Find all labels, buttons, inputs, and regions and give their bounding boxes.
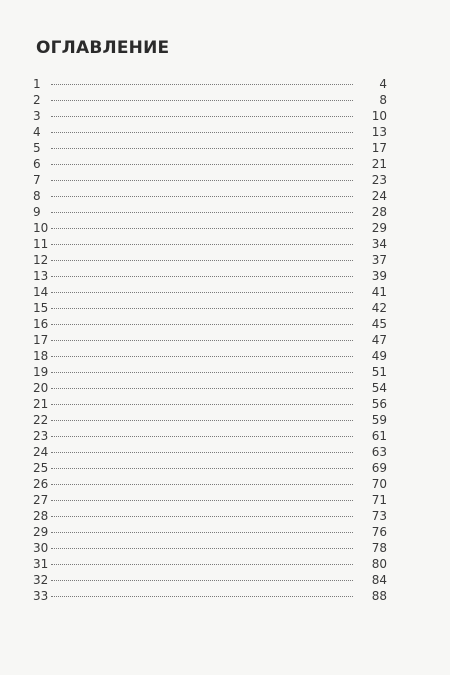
toc-chapter-number: 24 <box>33 445 49 459</box>
toc-entry <box>33 508 387 524</box>
toc-entry <box>33 252 387 268</box>
toc-page-number: 61 <box>371 429 387 443</box>
toc-chapter-number: 14 <box>33 285 49 299</box>
toc-dot-leader <box>51 132 353 133</box>
toc-dot-leader <box>51 260 353 261</box>
toc-chapter-number: 26 <box>33 477 49 491</box>
toc-chapter-number: 4 <box>33 125 41 139</box>
toc-chapter-number: 15 <box>33 301 49 315</box>
toc-page-number: 78 <box>371 541 387 555</box>
toc-dot-leader <box>51 196 353 197</box>
toc-dot-leader <box>51 324 353 325</box>
toc-dot-leader <box>51 580 353 581</box>
toc-entry <box>33 380 387 396</box>
toc-dot-leader <box>51 148 353 149</box>
toc-dot-leader <box>51 244 353 245</box>
toc-entry <box>33 412 387 428</box>
toc-chapter-number: 2 <box>33 93 41 107</box>
toc-entry <box>33 92 387 108</box>
table-of-contents <box>33 76 387 604</box>
toc-chapter-number: 7 <box>33 173 41 187</box>
toc-dot-leader <box>51 292 353 293</box>
toc-chapter-number: 22 <box>33 413 49 427</box>
toc-chapter-number: 33 <box>33 589 49 603</box>
toc-page-number: 56 <box>371 397 387 411</box>
toc-entry <box>33 492 387 508</box>
toc-entry <box>33 156 387 172</box>
toc-chapter-number: 6 <box>33 157 41 171</box>
toc-entry <box>33 364 387 380</box>
toc-page-number: 80 <box>371 557 387 571</box>
toc-chapter-number: 23 <box>33 429 49 443</box>
toc-chapter-number: 16 <box>33 317 49 331</box>
toc-page-number: 8 <box>379 93 387 107</box>
toc-entry <box>33 284 387 300</box>
toc-page-number: 54 <box>371 381 387 395</box>
toc-entry <box>33 76 387 92</box>
toc-entry <box>33 348 387 364</box>
toc-entry <box>33 172 387 188</box>
toc-page-number: 23 <box>371 173 387 187</box>
toc-chapter-number: 27 <box>33 493 49 507</box>
toc-dot-leader <box>51 164 353 165</box>
toc-entry <box>33 124 387 140</box>
toc-dot-leader <box>51 308 353 309</box>
toc-entry <box>33 188 387 204</box>
toc-entry <box>33 524 387 540</box>
toc-entry <box>33 396 387 412</box>
toc-page-number: 41 <box>371 285 387 299</box>
toc-entry <box>33 428 387 444</box>
toc-page-number: 28 <box>371 205 387 219</box>
toc-page-number: 69 <box>371 461 387 475</box>
toc-dot-leader <box>51 468 353 469</box>
toc-dot-leader <box>51 180 353 181</box>
toc-entry <box>33 316 387 332</box>
toc-dot-leader <box>51 404 353 405</box>
toc-chapter-number: 28 <box>33 509 49 523</box>
toc-dot-leader <box>51 532 353 533</box>
toc-entry <box>33 140 387 156</box>
toc-chapter-number: 25 <box>33 461 49 475</box>
toc-page-number: 73 <box>371 509 387 523</box>
toc-entry <box>33 476 387 492</box>
toc-dot-leader <box>51 116 353 117</box>
toc-chapter-number: 10 <box>33 221 49 235</box>
toc-dot-leader <box>51 228 353 229</box>
toc-dot-leader <box>51 516 353 517</box>
toc-dot-leader <box>51 420 353 421</box>
toc-chapter-number: 13 <box>33 269 49 283</box>
toc-chapter-number: 20 <box>33 381 49 395</box>
toc-dot-leader <box>51 100 353 101</box>
toc-dot-leader <box>51 340 353 341</box>
toc-chapter-number: 21 <box>33 397 49 411</box>
toc-chapter-number: 9 <box>33 205 41 219</box>
toc-page-number: 17 <box>371 141 387 155</box>
toc-chapter-number: 18 <box>33 349 49 363</box>
toc-entry <box>33 204 387 220</box>
toc-chapter-number: 5 <box>33 141 41 155</box>
toc-page-number: 21 <box>371 157 387 171</box>
toc-entry <box>33 220 387 236</box>
toc-chapter-number: 30 <box>33 541 49 555</box>
toc-dot-leader <box>51 596 353 597</box>
toc-page-number: 39 <box>371 269 387 283</box>
toc-chapter-number: 8 <box>33 189 41 203</box>
toc-page-number: 29 <box>371 221 387 235</box>
toc-page-number: 76 <box>371 525 387 539</box>
toc-chapter-number: 1 <box>33 77 41 91</box>
toc-entry <box>33 556 387 572</box>
toc-page-number: 34 <box>371 237 387 251</box>
toc-entry <box>33 572 387 588</box>
toc-entry <box>33 300 387 316</box>
toc-entry <box>33 108 387 124</box>
toc-page-number: 88 <box>371 589 387 603</box>
toc-dot-leader <box>51 276 353 277</box>
toc-entry <box>33 236 387 252</box>
toc-chapter-number: 11 <box>33 237 49 251</box>
toc-page-number: 84 <box>371 573 387 587</box>
toc-chapter-number: 29 <box>33 525 49 539</box>
toc-page-number: 51 <box>371 365 387 379</box>
page-title: ОГЛАВЛЕНИЕ <box>36 38 170 58</box>
toc-page-number: 4 <box>379 77 387 91</box>
toc-page-number: 42 <box>371 301 387 315</box>
toc-chapter-number: 12 <box>33 253 49 267</box>
toc-chapter-number: 31 <box>33 557 49 571</box>
toc-page-number: 37 <box>371 253 387 267</box>
toc-dot-leader <box>51 212 353 213</box>
toc-dot-leader <box>51 388 353 389</box>
toc-dot-leader <box>51 548 353 549</box>
toc-page-number: 70 <box>371 477 387 491</box>
toc-page-number: 45 <box>371 317 387 331</box>
toc-page-number: 47 <box>371 333 387 347</box>
toc-entry <box>33 268 387 284</box>
toc-dot-leader <box>51 452 353 453</box>
toc-chapter-number: 19 <box>33 365 49 379</box>
toc-page-number: 63 <box>371 445 387 459</box>
toc-dot-leader <box>51 564 353 565</box>
toc-chapter-number: 17 <box>33 333 49 347</box>
toc-page-number: 13 <box>371 125 387 139</box>
toc-entry <box>33 460 387 476</box>
toc-entry <box>33 444 387 460</box>
toc-page-number: 24 <box>371 189 387 203</box>
toc-page-number: 71 <box>371 493 387 507</box>
toc-page-number: 49 <box>371 349 387 363</box>
toc-page-number: 59 <box>371 413 387 427</box>
toc-dot-leader <box>51 436 353 437</box>
toc-dot-leader <box>51 484 353 485</box>
toc-page-number: 10 <box>371 109 387 123</box>
toc-dot-leader <box>51 356 353 357</box>
toc-entry <box>33 332 387 348</box>
toc-chapter-number: 3 <box>33 109 41 123</box>
toc-dot-leader <box>51 84 353 85</box>
toc-dot-leader <box>51 372 353 373</box>
toc-chapter-number: 32 <box>33 573 49 587</box>
toc-entry <box>33 588 387 604</box>
toc-entry <box>33 540 387 556</box>
toc-dot-leader <box>51 500 353 501</box>
